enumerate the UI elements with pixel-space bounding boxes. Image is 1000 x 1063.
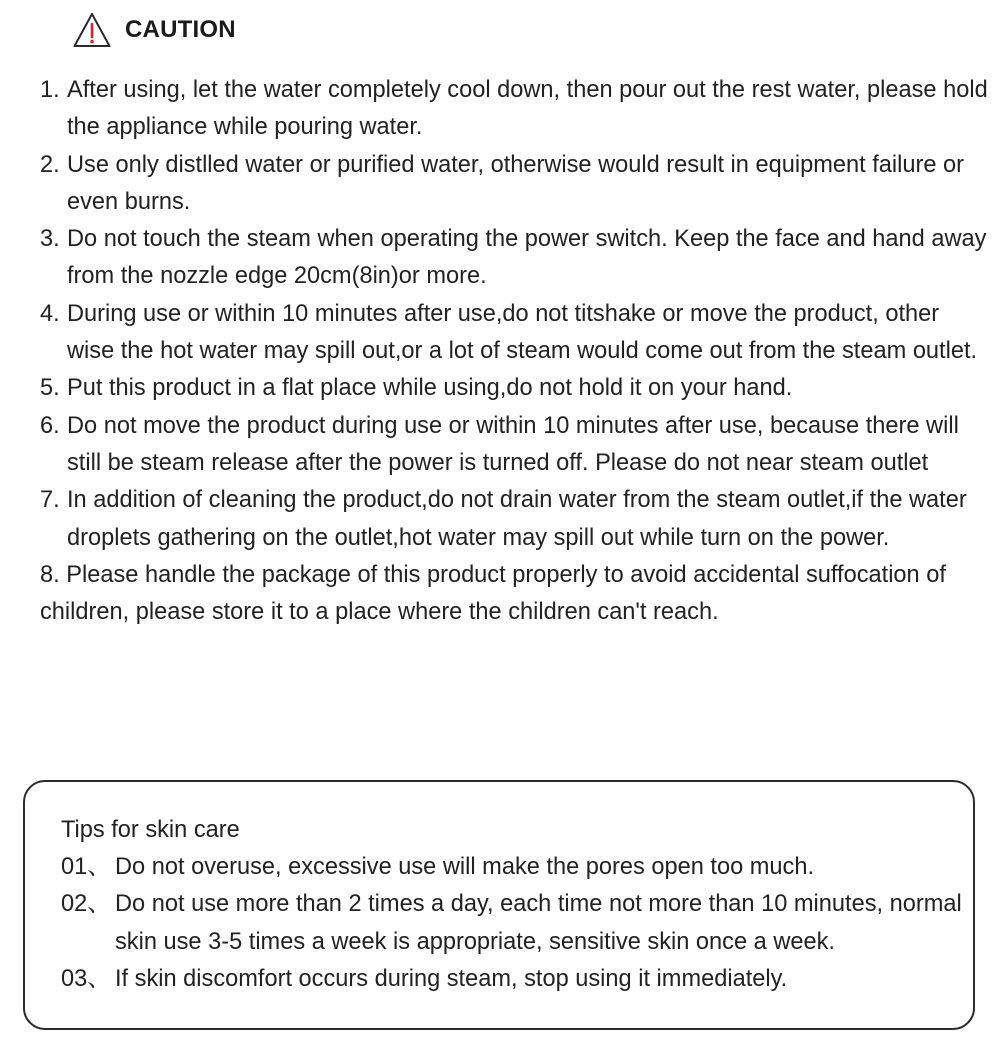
caution-item-text: Please handle the package of this product properly to avoid accidental suffocation of children, please store it to a place where the children can't reach.	[40, 561, 946, 626]
caution-item	[40, 147, 990, 222]
tip-item-text: Do not use more than 2 times a day, each time not more than 10 minutes, normal skin use 3-5 times a week is appropriate, sensitive skin once a week.	[115, 891, 962, 955]
caution-item-number: 6.	[40, 412, 60, 439]
tip-item-number: 03、	[61, 965, 111, 992]
caution-item-text: Put this product in a flat place while using,do not hold it on your hand.	[67, 375, 793, 402]
tip-item	[61, 849, 966, 886]
tips-list	[61, 849, 966, 998]
caution-item-number: 8.	[40, 561, 60, 588]
caution-item-text: After using, let the water completely cool down, then pour out the rest water, please hold the appliance while pouring water.	[67, 77, 988, 141]
caution-header	[72, 10, 236, 50]
caution-list	[40, 72, 990, 631]
caution-item-text: During use or within 10 minutes after use,do not titshake or move the product, other wise the hot water may spill out,or a lot of steam would come out from the steam outlet.	[67, 300, 978, 365]
tips-box	[23, 780, 975, 1030]
caution-item-text: Do not touch the steam when operating the power switch. Keep the face and hand away from the nozzle edge 20cm(8in)or more.	[67, 226, 987, 290]
warning-triangle-icon	[72, 11, 112, 49]
caution-item-number: 5.	[40, 375, 60, 402]
tip-item	[61, 886, 966, 961]
caution-item	[40, 482, 990, 557]
caution-item-number: 4.	[40, 300, 60, 327]
caution-item	[40, 557, 990, 632]
tip-item-text: If skin discomfort occurs during steam, stop using it immediately.	[115, 965, 788, 992]
caution-title: CAUTION	[125, 16, 236, 43]
tip-item-text: Do not overuse, excessive use will make the pores open too much.	[115, 854, 814, 880]
caution-item	[40, 296, 990, 371]
caution-item-text: Do not move the product during use or within 10 minutes after use, because there will still be steam release after the power is turned off. Please do not near steam outlet	[67, 412, 959, 476]
caution-item-number: 2.	[40, 151, 60, 178]
caution-item-number: 1.	[40, 77, 60, 103]
caution-item-number: 3.	[40, 226, 60, 253]
caution-item	[40, 72, 990, 147]
caution-item	[40, 221, 990, 296]
tip-item-number: 02、	[61, 891, 111, 918]
tips-title: Tips for skin care	[61, 817, 240, 843]
tip-item	[61, 961, 966, 998]
caution-item	[40, 370, 990, 407]
caution-item-text: Use only distlled water or purified water, otherwise would result in equipment failure or even burns.	[67, 151, 964, 215]
tip-item-number: 01、	[61, 854, 111, 880]
caution-item	[40, 408, 990, 483]
caution-item-text: In addition of cleaning the product,do not drain water from the steam outlet,if the water droplets gathering on the outlet,hot water may spill out while turn on the power.	[67, 487, 967, 551]
caution-item-number: 7.	[40, 487, 60, 514]
